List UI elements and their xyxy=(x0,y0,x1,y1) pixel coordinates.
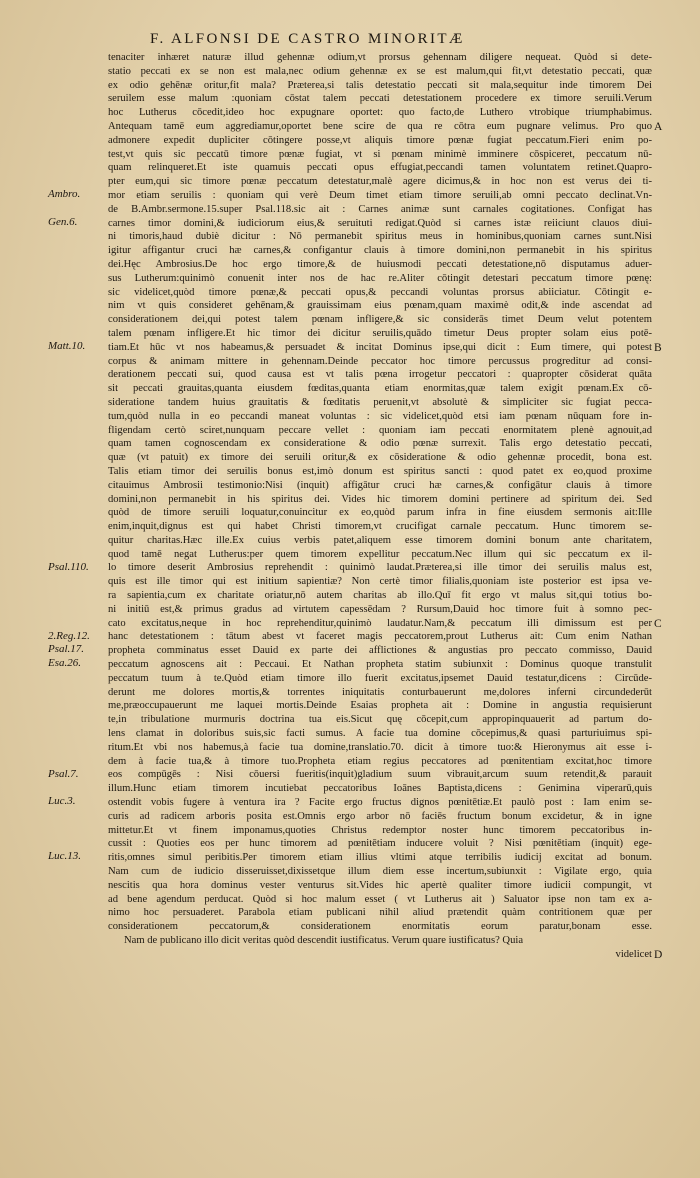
text-line: dei.Hęc Ambrosius.De hoc ergo timore,& de huiusmodi peccati detestatione,nō disputamus aduer- xyxy=(108,258,652,270)
text-line: illum.Hunc etiam timorem incutiebat peccatoribus Ioānes Baptista,dicens : Genimina viperarū,quis xyxy=(108,783,652,795)
text-line: ostendit vobis fugere à ventura ira ? Facite ergo fructus dignos pœnitētiæ.Et paulò post : Iam enim se- xyxy=(108,797,652,809)
text-line: de B.Ambr.sermone.15.super Psal.118.sic ait : Carnes animæ sunt carnales cogitationes. Configat has xyxy=(108,203,652,215)
text-line: statio peccati ex se non est mala,nec odium gehennæ ex se est malum,qui fit,vt detestatio peccati, quæ xyxy=(108,65,652,77)
text-line: ni timoris,haud dubiè dicitur : Nō permanebit spiritus meus in hominibus,quoniam carnes sunt.Nisi xyxy=(108,231,652,243)
text-line: quod tamē negat Lutherus:per quem timorem expellitur peccatum.Nec illum qui sic peccatum ex il- xyxy=(108,548,652,560)
text-line: me,præoccupauerunt me laquei mortis.Deinde Esaias propheta ait : Domine in angustia requisierunt xyxy=(108,700,652,712)
margin-citation: Luc.13. xyxy=(48,850,81,863)
margin-citation: 2.Reg.12. xyxy=(48,629,90,642)
text-line: sit peccati grauitas,quanta eiusdem fœditas,quanta etiam enormitas,quæ talem exigit pœnam.Ex cō- xyxy=(108,383,652,395)
text-line: hanc detestationem : tātum abest vt faceret magis peccatorem,prout Lutherus ait: Cum enim Nathan xyxy=(108,631,652,643)
text-line: considerationem peccatorum,& considerationem enormitatis eorum paratur,bonam esse. xyxy=(108,921,652,933)
text-line: quæ (vt patuit) ex timore dei seruili oritur,& ex cōsideratione & odio gehennæ procedit, bona est. xyxy=(108,452,652,464)
text-line: curis ad radicem arboris posita est.Omnis ergo arbor nō faciēs fructum bonum excidetur, & in igne xyxy=(108,810,652,822)
text-line: Nam cum de iudicio disseruisset,dixissetque illum diem esse incertum,subiunxit : Vigilate ergo, quia xyxy=(108,866,652,878)
text-line: enim,inquit,dignus est qui habet Christi timorem,vt crucifigat carnale peccatum. Hunc timorem se- xyxy=(108,521,652,533)
text-line: ra sapientia,cum ex charitate oriatur,nō autem charitas ab illo.Quī fit ergo vt malus sit,qui totius bo- xyxy=(108,590,652,602)
text-line: considerationem dei,qui potest talem pœnam infligere,& sic considerās timet Deum velut potentem xyxy=(108,314,652,326)
text-line: ni initiū est,& primus gradus ad virtutem capessēdam ? Rursum,Dauid hoc timore fuit à somno pec- xyxy=(108,603,652,615)
margin-citation: Psal.7. xyxy=(48,767,79,780)
margin-citation: Luc.3. xyxy=(48,795,76,808)
text-line: test,vt quis sic peccatū timore pœnæ fugiat, vt si pœnam minimè imminere cōspiceret, peccatum nū- xyxy=(108,148,652,160)
text-line: videlicet xyxy=(615,948,652,960)
text-line: tiam.Et hūc vt nos habeamus,& persuadet & incitat Dominus ipse,qui dicit : Eum timere, qui potest xyxy=(108,341,652,353)
text-line: quòd de timore seruili loquatur,conuincitur ex eo,quòd parum infra in fine eiusdem sermonis ait:Ille xyxy=(108,507,652,519)
text-line: ad bene agendum perducat. Quòd si hoc malum esset ( vt Lutherus ait ) Saluator ipse non tam ex a- xyxy=(108,893,652,905)
text-line: quitur charitas.Hæc ille.Ex cuius verbis patet,aliquem esse timorem domini bonum ante charitatem, xyxy=(108,534,652,546)
text-line: seruilem esse malum :quoniam cōstat talem peccati detestationem procedere ex timore seruili.Verum xyxy=(108,93,652,105)
text-line: nim vt quis consideret gehēnam,& grauissimam eius pœnam,quam maximè odit,& inde ascendat ad xyxy=(108,300,652,312)
text-line: peccatum tuum à te.Quòd etiam timore illo fuerit excitatus,ipsemet Dauid testatur,dicens : Circūde- xyxy=(108,672,652,684)
text-line: propheta comminatus esset Dauid ex parte dei afflictiones & angustias pro peccato commisso, Dauid xyxy=(108,645,652,657)
text-line: quam tamen cognoscendam ex consideratione & odio pœnæ surrexit. Talis ergo detestatio peccati, xyxy=(108,438,652,450)
section-letter: C xyxy=(654,617,662,630)
text-line: igitur affigantur cruci hæ carnes,& configantur clauis à timore domini,non permanebit in his spiritus xyxy=(108,245,652,257)
text-line: ritum.Et vbi nos habemus,à facie tua domine,translatio.70. dicit à timore tuo:& Hieronymus ait esse i- xyxy=(108,741,652,753)
margin-citation: Gen.6. xyxy=(48,215,78,228)
text-line: ex odio gehēnæ oritur,fit mala? Præterea,si talis detestatio peccati sit mala,sequitur inde timorem Dei xyxy=(108,79,652,91)
text-line: eos compūgēs : Nisi cōuersi fueritis(inquit)gladium suum vibrauit,arcum suum retendit,& parauit xyxy=(108,769,652,781)
margin-citation: Ambro. xyxy=(48,188,81,200)
text-line: corpus & animam mittere in gehennam.Deinde peccator hoc timore percussus progreditur ad consi- xyxy=(108,355,652,367)
text-line: lo timore deserit Ambrosius reprehendit : quinimò laudat.Præterea,si ille timor dei seruilis malus est, xyxy=(108,562,652,574)
text-line: pter eum,qui sic timore pœnæ peccatum detestatur,malè agere dicimus,& in hoc non est verus dei ti- xyxy=(108,176,652,188)
text-line: citauimus Ambrosii testimonio:Nisi (inquit) affigātur cruci hæ carnes,& configātur clauis à timore xyxy=(108,479,652,491)
section-letter: B xyxy=(654,341,662,354)
text-line: lens clamat in doloribus suis,sic facti sumus. A facie tua domine cōcepimus,& quasi parturiuimus spi- xyxy=(108,728,652,740)
text-line: Antequam tamē eum aggrediamur,oportet bene scire de qua re cōtra eum pugnare velimus. Pro quo xyxy=(108,120,652,132)
text-line: quis est ille timor qui est initium sapientiæ? Non certè timor filialis,quoniam iste posterior est ipsa ve- xyxy=(108,576,652,588)
text-line: fligendam certò sciret,nunquam peccare vellet : quoniam iam peccati enormitatem plenè agnouit,ad xyxy=(108,424,652,436)
section-letter: D xyxy=(654,949,663,961)
text-line: derationem peccati sui, quod causa est vt talis pœna irrogetur peccatori : quapropter cōsiderat quāta xyxy=(108,369,652,381)
text-line: derunt me dolores mortis,& torrentes iniquitatis conturbauerunt me,dolores inferni circundederūt xyxy=(108,686,652,698)
body-text xyxy=(108,51,652,962)
text-line: tenaciter inhæret naturæ illud gehennæ odium,vt prorsus gehennam diligere nequeat. Quòd si dete- xyxy=(108,52,652,63)
text-line: cato excitatus,neque in hoc reprehenditur,quinimò laudatur.Nam,& peccatum illi dimissum est per xyxy=(108,617,652,629)
text-line: sic videlicet,quòd timore pœnæ,& peccati opus,& peccandi voluntas prorsus abiiciatur. Cōtingit e- xyxy=(108,286,652,298)
text-line: sus Lutherum:quinimò conuenit inter nos de hac re.Aliter cōtingit detestari peccatum timore pœnę: xyxy=(108,272,652,284)
text-line: cussit : Quoties eos per hunc timorem ad pœnitētiam inducere voluit ? Nisi pœnitētiam (inquit) ege- xyxy=(108,838,652,850)
text-line: te,in tribulatione murmuris doctrina tua eis.Sicut quę cōcepit,cum appropinquauerit ad partum do- xyxy=(108,714,652,726)
margin-citation: Psal.17. xyxy=(48,643,85,656)
text-line: tum,quòd nulla in eo peccandi maneat voluntas : sic videlicet,quòd etsi iam pœnam nūquam fore in- xyxy=(108,410,652,422)
text-line: dem à facie tua,& à timore tuo.Propheta etiam regius peccatores ad pœnitentiam excitat,hoc timore xyxy=(108,755,652,767)
text-line: talem pœnam infligere.Et hic timor dei dicitur seruilis,quādo timetur Deus propter solam eius potē- xyxy=(108,327,652,339)
text-line: nescitis qua hora dominus vester venturus sit.Vides hic apertè qualiter timore iudicii compungit, vt xyxy=(108,879,652,891)
text-line: carnes timor domini,& iudiciorum eius,& seruituti redigat.Quòd si carnes istæ reiiciunt clauos diui- xyxy=(108,217,652,229)
text-line: Talis etiam timor dei seruilis bonus est,imò donum est spiritus sancti : quod patet ex eo,quod proxime xyxy=(108,465,652,477)
margin-citation: Matt.10. xyxy=(48,339,86,352)
margin-citation: Esa.26. xyxy=(48,657,81,670)
text-line: Nam de publicano illo dicit veritas quòd descendit iustificatus. Verum quare iustificatus? Quia xyxy=(124,935,524,946)
text-line: mittetur.Et vt finem imponamus,quoties Christus redemptor noster hunc timorem peccatoribus in- xyxy=(108,824,652,836)
text-line: admonere expedit dupliciter cōtingere posse,vt aliquis timore pœnæ fugiat peccatum.Fieri enim po- xyxy=(108,134,652,146)
section-letter: A xyxy=(654,121,663,133)
running-header: F. ALFONSI DE CASTRO MINORITÆ xyxy=(150,31,465,47)
text-line: quam relinqueret.Et iste quamuis peccati opus effugiat,peccandi tamen voluntatem retinet.Quapro- xyxy=(108,162,652,174)
text-line: nimo hoc persuaderet. Parabola etiam publicani nihil aliud prætendit quàm contritionem quæ per xyxy=(108,907,652,919)
margin-citation: Psal.110. xyxy=(48,560,89,573)
text-line: hoc Lutherus cōcedit,ideo hoc expugnare oportet: quo facto,de Luthero vtrobique triumphabimus. xyxy=(108,107,652,119)
text-line: sideratione tandem huius grauitatis & fœditatis peruenit,vt absolutè & simpliciter sic fugiat pecca- xyxy=(108,396,652,408)
text-line: peccatum agnoscens ait : Peccaui. Et Nathan propheta statim subiunxit : Dominus quoque transtulit xyxy=(108,659,652,671)
text-line: domini,non permanebit in his spiritus dei. Vides hic timorem domini pertinere ad spiritum dei. Sed xyxy=(108,493,652,505)
text-line: mor etiam seruilis : quoniam qui verè Deum timet etiam timore seruili,ab omni peccato declinat.Vn- xyxy=(108,189,652,201)
text-line: ritis,omnes simul peribitis.Per timorem etiam illius vltimi atque terribilis iudicij excitat ad bonum. xyxy=(108,852,652,864)
